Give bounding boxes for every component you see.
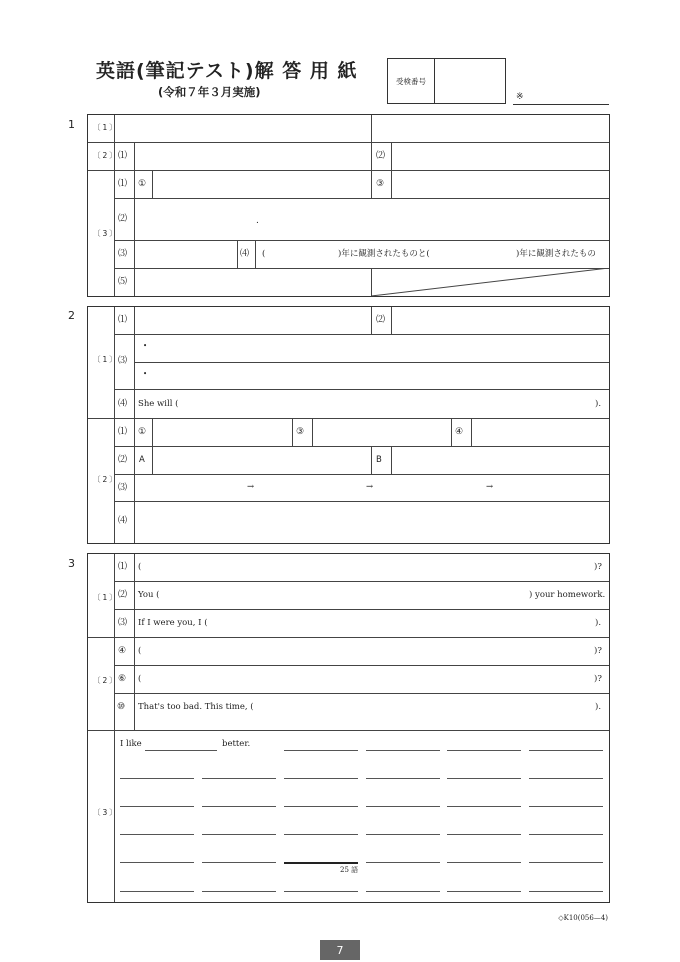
exam-number-label: 受検番号 [388,59,435,103]
writing-line [447,778,521,779]
q2-1-4-close: ). [595,399,602,409]
writing-line [366,750,440,751]
writing-line [120,778,194,779]
writing-line-25-words [284,862,358,864]
q3-3-better: better. [222,739,251,749]
q1-3-2-dot: . [256,216,259,226]
writing-line [447,750,521,751]
writing-line [284,891,358,892]
q1-3-sub-5: ⑸ [118,277,128,287]
exam-number-box [387,58,506,104]
q2-2-3-arrow-3: → [486,482,494,492]
question-2-grid [87,306,610,544]
q2-1-sub-4: ⑷ [118,399,128,409]
writing-line [529,806,603,807]
q1-3-sub-2: ⑵ [118,214,128,224]
q2-1-sub-3: ⑶ [118,356,128,366]
q3-1-sub-1: ⑴ [118,562,128,572]
q1-group-1: 〔1〕 [93,123,119,132]
q2-2-circle-4: ④ [455,427,464,437]
q2-1-3-bullet-1: • [143,342,148,350]
note-mark: ※ [516,92,524,102]
writing-line [529,834,603,835]
q1-3-sub-4: ⑷ [240,249,250,259]
question-1-grid [87,114,610,297]
q1-3-sub-3: ⑶ [118,249,128,259]
q2-1-sub-2: ⑵ [376,315,386,325]
writing-line [284,806,358,807]
writing-line [366,862,440,863]
q2-1-4-she-will: She will ( [138,399,179,409]
q2-group-2: 〔2〕 [93,475,119,484]
q3-2-4-close: )? [594,646,602,656]
q1-3-4-text-2: )年に観測されたもの [516,249,596,259]
q1-2-sub-1: ⑴ [118,151,128,161]
q3-1-2-homework: ) your homework. [529,590,606,600]
q2-2-circle-1: ① [138,427,147,437]
q2-2-circle-3: ③ [296,427,305,437]
q2-2-2-b: B [376,455,382,465]
q2-group-1: 〔1〕 [93,355,119,364]
q2-1-3-bullet-2: • [143,370,148,378]
writing-line [202,778,276,779]
writing-line [202,834,276,835]
q2-2-sub-3: ⑶ [118,483,128,493]
q3-3-25-words: 25 語 [340,866,359,874]
writing-line [120,862,194,863]
q3-1-sub-2: ⑵ [118,590,128,600]
q1-3-4-open: ( [262,249,266,259]
form-code: ◇K10(056—4) [558,914,608,922]
writing-line [202,891,276,892]
q3-2-10-close: ). [595,702,602,712]
writing-line [366,778,440,779]
writing-line [529,891,603,892]
q1-3-4-text-1: )年に観測されたものと( [338,249,430,259]
q3-1-1-close: )? [594,562,602,572]
q2-1-sub-1: ⑴ [118,315,128,325]
q3-2-6-close: )? [594,674,602,684]
diagonal-strike [371,268,609,296]
q3-1-sub-3: ⑶ [118,618,128,628]
question-2-number: 2 [68,309,75,322]
page-title: 英語(筆記テスト)解 答 用 紙 [96,60,358,82]
q3-1-3-close: ). [595,618,602,628]
q3-3-i-like: I like [120,739,142,749]
q1-group-3: 〔3〕 [93,229,119,238]
q1-3-circle-3: ③ [376,179,385,189]
q3-2-sub-6: ⑥ [118,674,127,684]
q3-group-1: 〔1〕 [93,593,119,602]
q3-2-10-too-bad: That's too bad. This time, ( [138,702,254,712]
q1-group-2: 〔2〕 [93,151,119,160]
page-number: 7 [320,940,360,960]
writing-line [120,891,194,892]
writing-line [447,806,521,807]
q3-3-blank [145,750,217,751]
writing-line [120,834,194,835]
writing-line [529,862,603,863]
q3-group-3: 〔3〕 [93,808,119,817]
q2-2-sub-4: ⑷ [118,516,128,526]
writing-line [202,862,276,863]
writing-line [529,778,603,779]
q3-1-1-open: ( [138,562,142,572]
writing-line [202,806,276,807]
question-3-number: 3 [68,557,75,570]
question-1-number: 1 [68,118,75,131]
writing-line [447,834,521,835]
q2-2-sub-1: ⑴ [118,427,128,437]
q3-2-4-open: ( [138,646,142,656]
q2-2-3-arrow-1: → [247,482,255,492]
q3-group-2: 〔2〕 [93,676,119,685]
writing-line [120,806,194,807]
writing-line [366,834,440,835]
writing-line [529,750,603,751]
writing-line [366,806,440,807]
q1-3-circle-1: ① [138,179,147,189]
question-3-grid [87,553,610,903]
q2-2-2-a: A [139,455,145,465]
writing-line [284,778,358,779]
q1-3-sub-1: ⑴ [118,179,128,189]
note-mark-line [513,104,609,105]
writing-line [447,891,521,892]
writing-line [284,834,358,835]
q3-2-sub-10: ⑩ [117,702,126,712]
writing-line [366,891,440,892]
writing-line [284,750,358,751]
page-subtitle: (令和７年３月実施) [158,85,261,99]
q1-2-sub-2: ⑵ [376,151,386,161]
writing-line [447,862,521,863]
q3-2-6-open: ( [138,674,142,684]
q2-2-3-arrow-2: → [366,482,374,492]
q3-1-3-if-i-were: If I were you, I ( [138,618,208,628]
q2-2-sub-2: ⑵ [118,455,128,465]
q3-2-sub-4: ④ [118,646,127,656]
q3-1-2-you: You ( [138,590,160,600]
